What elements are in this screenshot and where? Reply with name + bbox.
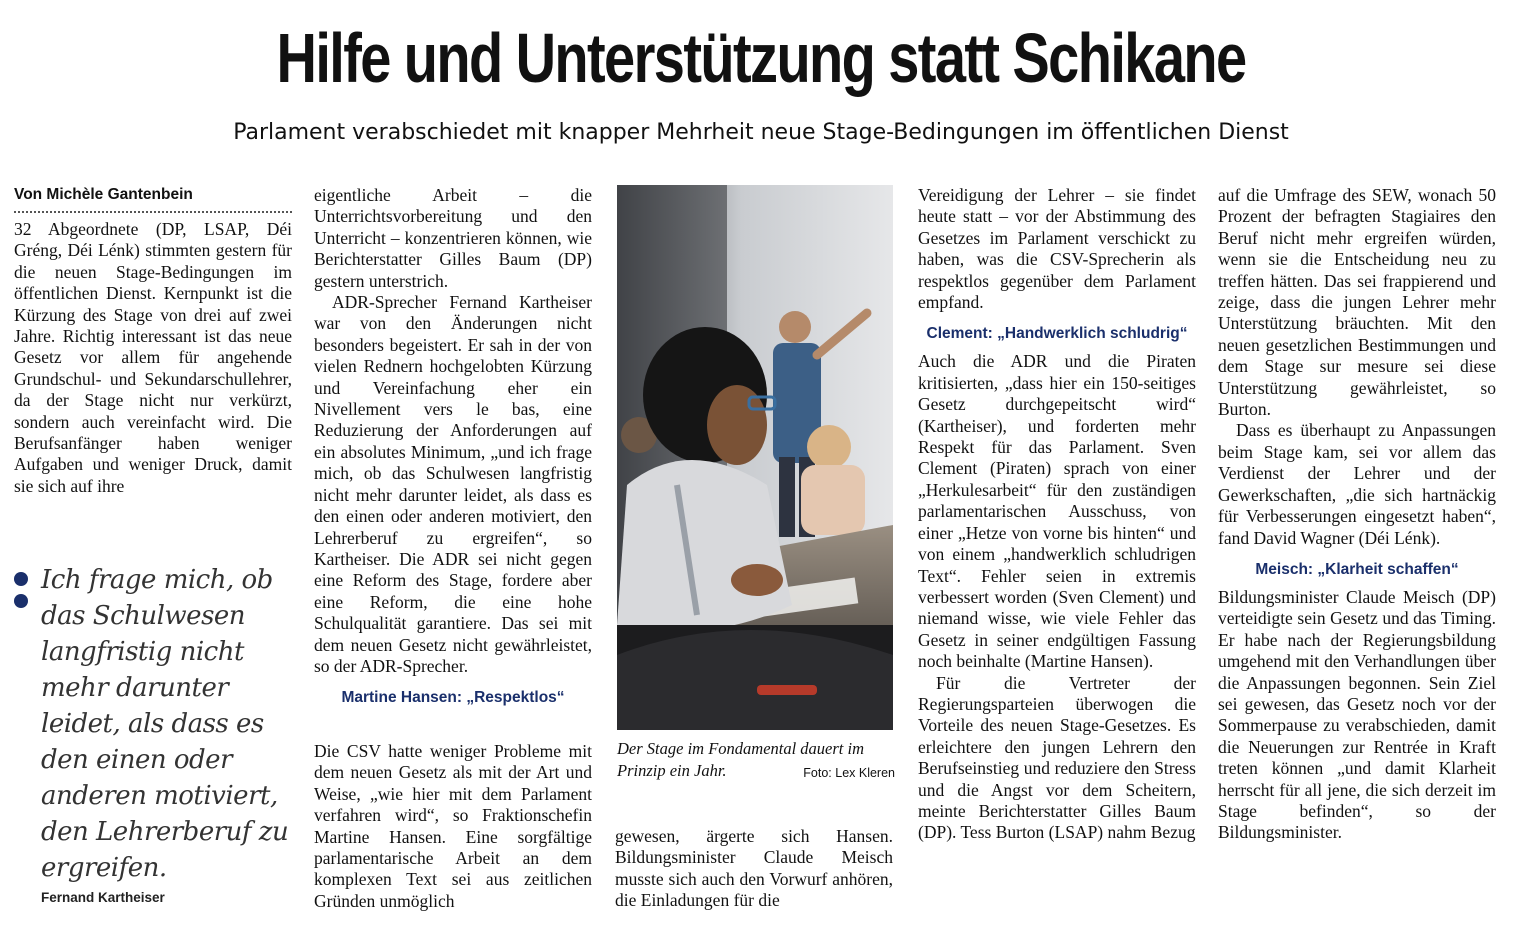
byline: Von Michèle Gantenbein <box>14 185 292 213</box>
section-heading-clement: Clement: „Handwerklich schludrig“ <box>926 325 1188 343</box>
photo-caption <box>617 738 895 784</box>
quote-mark-icon <box>14 572 28 616</box>
subheadline: Parlament verabschiedet mit knapper Mehrheit neue Stage-Bedingungen im öffentlichen Dienst <box>233 120 1289 145</box>
column-1-paragraph: 32 Abgeordnete (DP, LSAP, Déi Gréng, Déi Lénk) stimmten gestern für die neuen Stage-Bedingungen im öffentlichen Dienst. Kernpunkt ist die Kürzung des Stage von drei auf zwei Jahre. Richtig interessant ist das neue Gesetz vor allem für angehende Grundschul- und Sekundarschullehrer, da der Stage nicht nur verkürzt, sondern auch vereinfacht wird. Die Berufsanfänger haben weniger Aufgaben und weniger Druck, damit sie sich auf ihre <box>14 219 292 496</box>
section-heading-hansen: Martine Hansen: „Respektlos“ <box>341 689 565 707</box>
pull-quote <box>14 562 294 905</box>
photo-credit: Foto: Lex Kleren <box>803 766 895 780</box>
photo-caption-text: Der Stage im Fondamental dauert im Prinzip ein Jahr. <box>617 739 865 780</box>
column-4-paragraph-3: Für die Vertreter der Regierungsparteien überwogen die Vorteile des neuen Stage-Gesetzes. Es erleichtere den jungen Lehrern den Berufseinstieg und reduziere den Stress und die Angst vor dem Scheitern, meinte Berichterstatter Gilles Baum (DP). Tess Burton (LSAP) nahm Bezug <box>918 672 1196 843</box>
column-2-continued <box>314 741 592 911</box>
column-4-paragraph-2: Auch die ADR und die Piraten kritisierten, „dass hier ein 150-seitiges Gesetz durchgepeitscht wird“ (Kartheiser), und forderten mehr Respekt für das Parlament. Sven Clement (Piraten) sprach von einer „Herkulesarbeit“ für den zuständigen parlamentarischen Ausschuss, von einer „Hetze von vorne bis hinten“ und von einem „handwerklich schludrigen Text“. Fehler seien in extremis verbessert worden (Sven Clement) und niemand wisse, wie viele Fehler das Gesetz in seiner endgültigen Fassung noch beinhalte (Martine Hansen). <box>918 351 1196 672</box>
column-2 <box>314 185 592 715</box>
column-4 <box>918 185 1196 915</box>
pull-quote-text: Ich frage mich, ob das Schulwesen langfristig nicht mehr darunter leidet, als dass es den einen oder anderen motiviert, den Lehrerberuf zu ergreifen. <box>41 565 289 883</box>
column-5-paragraph-2: Dass es überhaupt zu Anpassungen beim Stage kam, sei vor allem das Verdienst der Lehrer und der Gewerkschaften, „die sich hartnäckig für Verbesserungen eingesetzt haben“, fand David Wagner (Déi Lénk). <box>1218 420 1496 548</box>
column-2-paragraph-3: Die CSV hatte weniger Probleme mit dem neuen Gesetz als mit der Art und Weise, „wie hier mit dem Parlament verfahren wird“, so Fraktionschefin Martine Hansen. Eine sorgfältige parlamentarische Arbeit an dem komplexen Text sei aus zeitlichen Gründen unmöglich <box>314 741 592 911</box>
column-2-paragraph-2: ADR-Sprecher Fernand Kartheiser war von den Änderungen nicht besonders begeistert. Er sah in der von vielen Rednern hochgelobten Kürzung und Vereinfachung eher ein Nivellement vers le bas, eine Reduzierung der Anforderungen auf ein absolutes Minimum, „und ich frage mich, ob das Schulwesen langfristig nicht mehr darunter leidet, als dass es den einen oder anderen motiviert, den Lehrerberuf zu ergreifen“, so Kartheiser. Die ADR sei nicht gegen eine Reform des Stage, fordere aber eine Reform, die eine hohe Schulqualität garantiere. Das sei mit dem neuen Gesetz nicht gewährleistet, so der ADR-Sprecher. <box>314 292 592 676</box>
column-4-paragraph-1: Vereidigung der Lehrer – sie findet heute statt – vor der Abstimmung des Gesetzes im Parlament verschickt zu haben, was die CSV-Sprecherin als respektlos gegenüber dem Parlament empfand. <box>918 185 1196 313</box>
column-5 <box>1218 185 1496 915</box>
pull-quote-author: Fernand Kartheiser <box>41 890 165 905</box>
column-3 <box>615 826 893 916</box>
article-photo <box>617 185 893 730</box>
column-2-paragraph-1: eigentliche Arbeit – die Unterrichtsvorbereitung und den Unterricht – konzentrieren können, wie Berichterstatter Gilles Baum (DP) gestern unterstrich. <box>314 185 592 291</box>
column-3-paragraph: gewesen, ärgerte sich Hansen. Bildungsminister Claude Meisch musste sich auch den Vorwurf anhören, die Einladungen für die <box>615 826 893 911</box>
section-heading-meisch: Meisch: „Klarheit schaffen“ <box>1255 560 1459 578</box>
headline: Hilfe und Unterstützung statt Schikane <box>276 19 1246 97</box>
column-5-paragraph-3: Bildungsminister Claude Meisch (DP) verteidigte sein Gesetz und das Timing. Er habe nach der Regierungsbildung umgehend mit den Verhandlungen über die Anpassungen begonnen. Sein Ziel sei gewesen, das Gesetz noch vor der Sommerpause zu verabschieden, damit die Neuerungen zur Rentrée in Kraft treten können „und damit Klarheit herrscht für all jene, die sich derzeit im Stage befinden“, so der Bildungsminister. <box>1218 586 1496 843</box>
column-5-paragraph-1: auf die Umfrage des SEW, wonach 50 Prozent der befragten Stagiaires den Beruf nicht mehr ergreifen würden, wenn sie die Entscheidung neu zu treffen hätten. Das sei frappierend und zeige, dass die jungen Lehrer mehr Unterstützung bräuchten. Mit den neuen gesetzlichen Bestimmungen und dem Stage sur mesure sei diese Unterstützung gewährleistet, so Burton. <box>1218 185 1496 420</box>
column-1 <box>14 185 292 497</box>
